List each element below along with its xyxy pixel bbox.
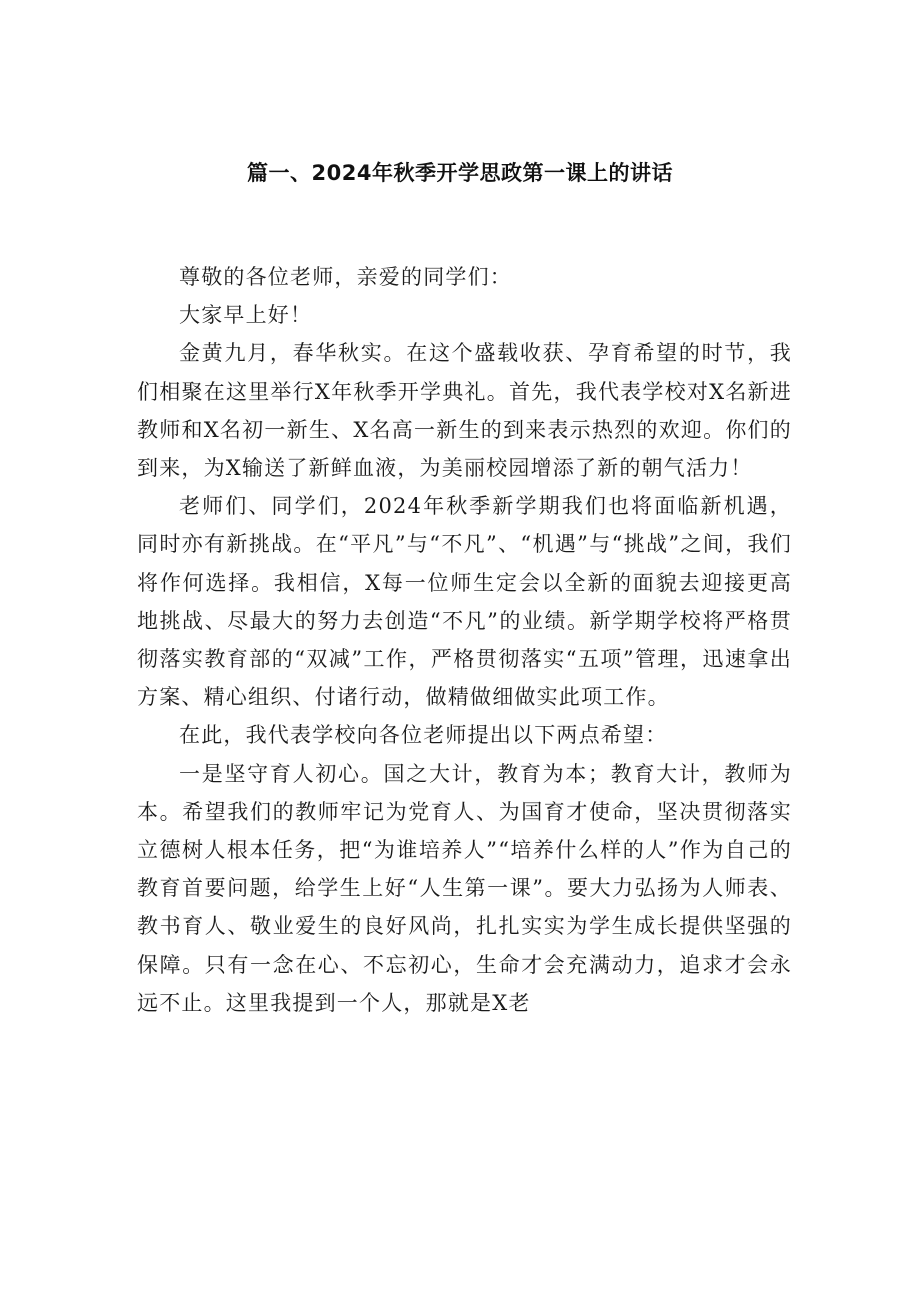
paragraph-greeting: 大家早上好！ <box>179 303 313 328</box>
paragraph-welcome: 金黄九月，春华秋实。在这个盛载收获、孕育希望的时节，我们相聚在这里举行X年秋季开学典礼。首先，我代表学校对X名新进教师和X名初一新生、X名高一新生的到来表示热烈的欢迎。你们的到来，为X输送了新鲜血液，为美丽校园增添了新的朝气活力！ <box>137 341 792 481</box>
paragraph-first-hope: 一是坚守育人初心。国之大计，教育为本；教育大计，教师为本。希望我们的教师牢记为党育人、为国育才使命，坚决贯彻落实立德树人根本任务，把“为谁培养人”“培养什么样的人”作为自己的教育首要问题，给学生上好“人生第一课”。要大力弘扬为人师表、教书育人、敬业爱生的良好风尚，扎扎实实为学生成长提供坚强的保障。只有一念在心、不忘初心，生命才会充满动力，追求才会永远不止。这里我提到一个人，那就是X老 <box>137 761 792 1015</box>
paragraph-new-semester: 老师们、同学们，2024年秋季新学期我们也将面临新机遇，同时亦有新挑战。在“平凡”与“不凡”、“机遇”与“挑战”之间，我们将作何选择。我相信，X每一位师生定会以全新的面貌去迎接更高地挑战、尽最大的努力去创造“不凡”的业绩。新学期学校将严格贯彻落实教育部的“双减”工作，严格贯彻落实“五项”管理，迅速拿出方案、精心组织、付诸行动，做精做细做实此项工作。 <box>137 494 792 710</box>
document-body <box>137 258 792 1022</box>
document-title: 篇一、2024年秋季开学思政第一课上的讲话 <box>247 161 673 185</box>
paragraph-salutation: 尊敬的各位老师，亲爱的同学们： <box>179 265 512 289</box>
paragraph-hopes-intro: 在此，我代表学校向各位老师提出以下两点希望： <box>179 723 668 748</box>
